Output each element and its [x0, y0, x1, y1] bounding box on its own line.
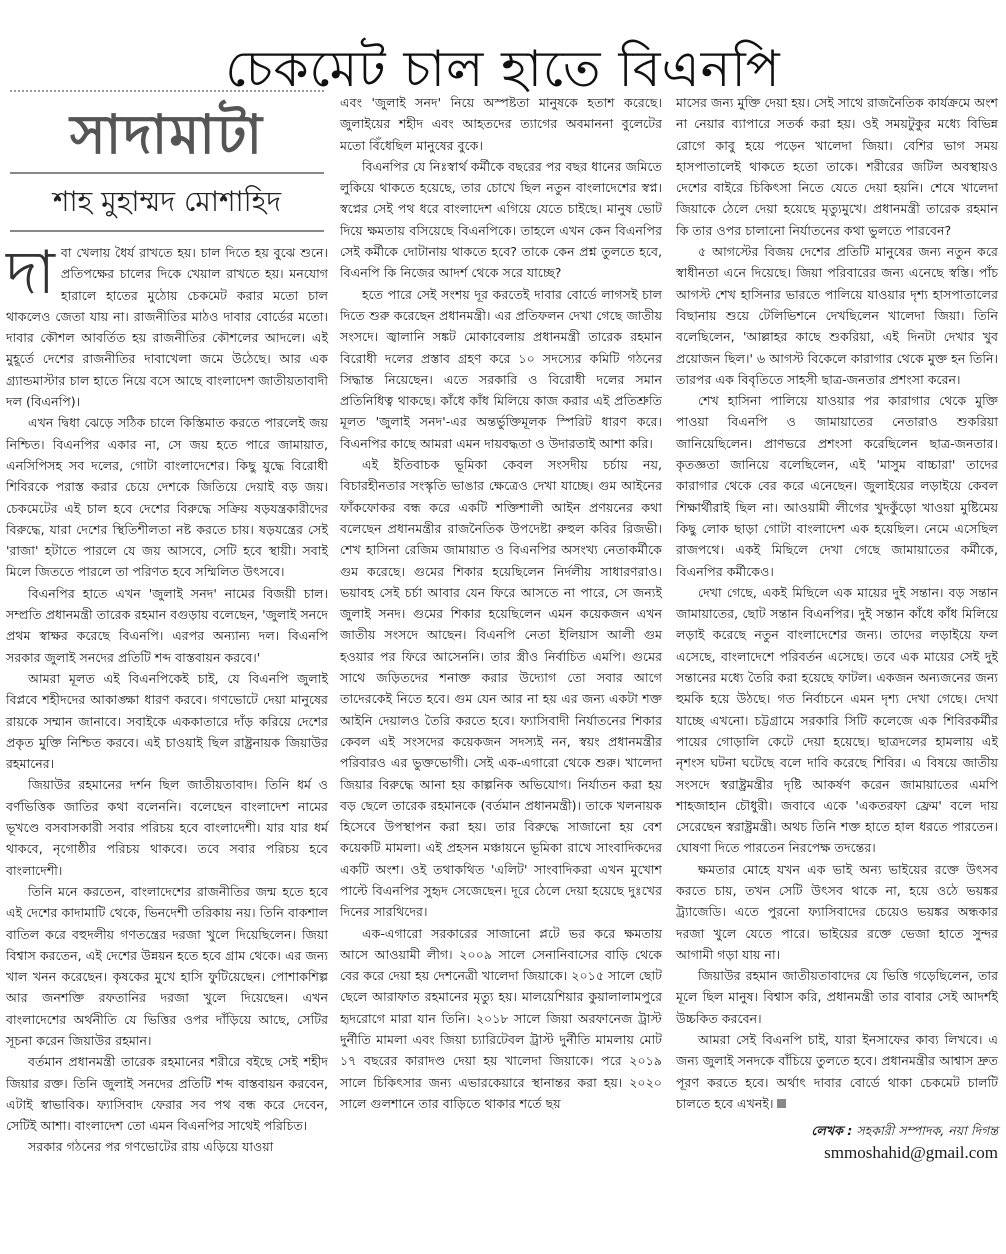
paragraph: এই ইতিবাচক ভূমিকা কেবল সংসদীয় চর্চায় নয়, বিচারহীনতার সংস্কৃতি ভাঙার ক্ষেত্রেও দেখা যাচ্ছে। গুম আইনের ফাঁকফোকর বন্ধ করে একটি শক্তিশালী আইন প্রণয়নের কথা বলেছেন প্রধানমন্ত্রীর রাজনৈতিক উপদেষ্টা রুহুল কবির রিজভী। শেখ হাসিনা রেজিম জামায়াত ও বিএনপির অসংখ্য নেতাকর্মীকে গুম করেছে। গুমের শিকার হয়েছিলেন নির্দলীয় সাধারণরাও। ভয়াবহ সেই চর্চা আবার যেন ফিরে আসতে না পারে, সে জন্যই জুলাই সনদ। গুমের শিকার হয়েছিলেন এমন কয়েকজন এখন জাতীয় সংসদে আছেন। বিএনপি নেতা ইলিয়াস আলী গুম হওয়ার পর ফিরে আসেননি। তার স্ত্রীও নির্বাচিত এমপি। গুমের সাথে জড়িতদের শনাক্ত করার উদ্যোগ তো সবার আগে তাদেরকেই নিতে হবে। গুম যেন আর না হয় এর জন্য একটা শক্ত আইনি দেয়ালও তৈরি করতে হবে। ফ্যাসিবাদী নির্যাতনের শিকার কেবল এই সংসদের কয়েকজন সদস্যই নন, স্বয়ং প্রধানমন্ত্রীর পরিবারও এর ভুক্তভোগী। সেই এক-এগারো থেকে শুরু। খালেদা জিয়ার বিরুদ্ধে আনা হয় কাল্পনিক অভিযোগ। নির্যাতন করা হয় বড় ছেলে তারেক রহমানকে (বর্তমান প্রধানমন্ত্রী)। তাকে খলনায়ক হিসেবে উপস্থাপন করা হয়। তার বিরুদ্ধে সাজানো হয় বেশ কয়েকটি মামলা। এই প্রহসন মঞ্চায়নে ভূমিকা রাখে সাংবাদিকদের একটি অংশ। ওই তথাকথিত 'এলিট' সাংবাদিকরা এখন মুখোশ পাল্টে বিএনপির সুহৃদ সেজেছেন। দূরে ঠেলে দেয়া হয়েছে দুঃখের দিনের সারথিদের। — [340, 457, 662, 920]
credit-label: লেখক : — [811, 1123, 853, 1139]
paragraph: দেখা গেছে, একই মিছিলে এক মায়ের দুই সন্তান। বড় সন্তান জামায়াতের, ছোট সন্তান বিএনপির। দুই সন্তান কাঁধে কাঁধ মিলিয়ে লড়াই করেছে নতুন বাংলাদেশের জন্য। তাদের লড়াইয়ে ফল এসেছে, বাংলাদেশে পরিবর্তন এসেছে। তবে এক মায়ের সেই দুই সন্তানের মধ্যে তৈরি করা হয়েছে ফাটল। একজন অন্যজনের জন্য হুমকি হয়ে উঠছে। গত নির্বাচনে এমন দৃশ্য দেখা গেছে। দেখা যাচ্ছে এখনো। চট্টগ্রামে সরকারি সিটি কলেজে এক শিবিরকর্মীর পায়ের গোড়ালি কেটে দেয়া হয়েছে। ছাত্রদলের হামলায় এই নৃশংস ঘটনা ঘটেছে বলে দাবি করেছে শিবির। এ বিষয়ে জাতীয় সংসদে স্বরাষ্ট্রমন্ত্রীর দৃষ্টি আকর্ষণ করেন জামায়াতের এমপি শাহজাহান চৌধুরী। জবাবে একে 'একতরফা ফ্রেম' বলে দায় সেরেছেন স্বরাষ্ট্রমন্ত্রী। অথচ তিনি শক্ত হাতে হাল ধরতে পারতেন। ঘোষণা দিতে পারতেন নিরপেক্ষ তদন্তের। — [676, 584, 998, 856]
paragraph: বর্তমান প্রধানমন্ত্রী তারেক রহমানের শরীরে বইছে সেই শহীদ জিয়ার রক্ত। তিনি জুলাই সনদের প্রতিটি শব্দ বাস্তবায়ন করবেন, এটাই স্বাভাবিক। ফ্যাসিবাদ ফেরার সব পথ বন্ধ করে দেবেন, সেটিই আশা। বাংলাদেশ তো এমন বিএনপির সাথেই পরিচিত। — [6, 1054, 328, 1134]
paragraph: আমরা মূলত এই বিএনপিকেই চাই, যে বিএনপি জুলাই বিপ্লবে শহীদদের আকাঙ্ক্ষা ধারণ করবে। গণভোটে দেয়া মানুষের রায়কে সম্মান জানাবে। সবাইকে এককাতারে দাঁড় করিয়ে দেশের প্রকৃত মুক্তি নিশ্চিত করবে। এই চাওয়াই ছিল রাষ্ট্রনায়ক জিয়াউর রহমানের। — [6, 670, 328, 772]
author-email: smmoshahid@gmail.com — [824, 1142, 998, 1162]
paragraph: জিয়াউর রহমান জাতীয়তাবাদের যে ভিত্তি গড়েছিলেন, তার মূলে ছিল মানুষ। বিশ্বাস করি, প্রধানমন্ত্রী তার বাবার সেই আদর্শই উচ্চকিত করবেন। — [676, 968, 998, 1026]
divider — [10, 172, 324, 174]
article-column-1 — [6, 90, 328, 1158]
paragraph: মাসের জন্য মুক্তি দেয়া হয়। সেই সাথে রাজনৈতিক কার্যক্রমে অংশ না নেয়ার ব্যাপারে সতর্ক করা হয়। ওই সময়টুকুর মধ্যে বিভিন্ন রোগে কাবু হয়ে পড়েন খালেদা জিয়া। বেশির ভাগ সময় হাসপাতালেই থাকতে হতো তাকে। শরীরের জটিল অবস্থায়ও দেশের বাইরে চিকিৎসা নিতে যেতে দেয়া হয়নি। শেষে খালেদা জিয়াকে ঠেলে দেয়া হয়েছে মৃত্যুমুখে। প্রধানমন্ত্রী তারেক রহমান কি তার ওপর চালানো নির্যাতনের কথা ভুলতে পারবেন? — [676, 95, 998, 238]
headline: চেকমেট চাল হাতে বিএনপি — [225, 39, 781, 98]
paragraph: এখন দ্বিধা ঝেড়ে সঠিক চালে কিস্তিমাত করতে পারলেই জয় নিশ্চিত। বিএনপির একার না, সে জয় হতে পারে জামায়াত, এনসিপিসহ সব দলের, গোটা বাংলাদেশের। কিছু যুদ্ধে বিরোধী শিবিরকে পরাস্ত করার চেয়ে দেশকে জিতিয়ে দেয়াই বড় জয়। চেকমেটের এই চাল হবে দেশের বিরুদ্ধে সক্রিয় ষড়যন্ত্রকারীদের বিরুদ্ধে, যারা দেশের স্থিতিশীলতা নষ্ট করতে চায়। ষড়যন্ত্রের সেই 'রাজা' হটাতে পারলে যে জয় আসবে, সেটি হবে স্থায়ী। সবাই মিলে জিততে পারলে তা পরিণত হবে সম্মিলিত উৎসবে। — [6, 415, 328, 580]
paragraph: শেখ হাসিনা পালিয়ে যাওয়ার পর কারাগার থেকে মুক্তি পাওয়া বিএনপি ও জামায়াতের নেতারাও শুকরিয়া জানিয়েছিলেন। প্রাণভরে প্রশংসা করেছিলেন ছাত্র-জনতার। কৃতজ্ঞতা জানিয়ে বলেছিলেন, এই 'মাসুম বাচ্চারা' তাদের কারাগার থেকে বের করে এনেছেন। জুলাইয়ের লড়াইয়ে কেবল শিক্ষার্থীরাই ছিল না। আওয়ামী লীগের খুদকুঁড়ো খাওয়া মুষ্টিমেয় কিছু লোক ছাড়া গোটা বাংলাদেশ এক হয়েছিল। নেমে এসেছিল রাজপথে। একই মিছিলে দেখা গেছে জামায়াতের কর্মীকে, বিএনপির কর্মীকেও। — [676, 393, 998, 579]
article-column-2 — [340, 92, 662, 1114]
paragraph: সরকার গঠনের পর গণভোটের রায় এড়িয়ে যাওয়া — [28, 1139, 274, 1155]
paragraph — [676, 1029, 998, 1114]
divider — [10, 230, 324, 232]
paragraph: বিএনপির হাতে এখন 'জুলাই সনদ' নামের বিজয়ী চাল। সম্প্রতি প্রধানমন্ত্রী তারেক রহমান বগুড়ায় বলেছেন, 'জুলাই সনদে প্রথম স্বাক্ষর করেছে বিএনপি। এরপর অন্যান্য দল। বিএনপি সরকার জুলাই সনদের প্রতিটি শব্দ বাস্তবায়ন করবে।' — [6, 585, 328, 665]
paragraph — [6, 238, 328, 412]
dotted-divider — [10, 90, 324, 92]
paragraph: জিয়াউর রহমানের দর্শন ছিল জাতীয়তাবাদ। তিনি ধর্ম ও বর্ণভিত্তিক জাতির কথা বলেননি। বলেছেন বাংলাদেশ নামের ভূখণ্ডে বসবাসকারী সবার পরিচয় হবে বাংলাদেশী। যার যার ধর্ম থাকবে, নৃগোষ্ঠীর পরিচয় থাকবে। তবে সবার পরিচয় হবে বাংলাদেশী। — [6, 777, 328, 878]
paragraph: তিনি মনে করতেন, বাংলাদেশের রাজনীতির জন্ম হতে হবে এই দেশের কাদামাটি থেকে, ভিনদেশী তরিকায় নয়। তিনি বাকশাল বাতিল করে বহুদলীয় গণতন্ত্রের দরজা খুলে দিয়েছিলেন। জিয়া বিশ্বাস করতেন, এই দেশের উন্নয়ন হতে হবে গ্রাম থেকে। এর জন্য খাল খনন করেছেন। কৃষকের মুখে হাসি ফুটিয়েছেন। পোশাকশিল্প আর জনশক্তি রফতানির দরজা খুলে দিয়েছেন। এখন বাংলাদেশের অর্থনীতি যে ভিত্তির ওপর দাঁড়িয়ে আছে, সেটির সূচনা করেন জিয়াউর রহমান। — [6, 883, 328, 1048]
paragraph: ৫ আগস্টের বিজয় দেশের প্রতিটি মানুষের জন্য নতুন করে স্বাধীনতা এনে দিয়েছে। জিয়া পরিবারের জন্য এনেছে স্বস্তি। পাঁচ আগস্ট শেখ হাসিনার ভারতে পালিয়ে যাওয়ার দৃশ্য হাসপাতালের বিছানায় শুয়ে টেলিভিশনে দেখছিলেন খালেদা জিয়া। তিনি বলেছিলেন, 'আল্লাহর কাছে শুকরিয়া, এই দিনটা দেখার খুব প্রয়োজন ছিল।' ৬ আগস্ট বিকেলে কারাগার থেকে মুক্ত হন তিনি। তারপর এক বিবৃতিতে সাহসী ছাত্র-জনতার প্রশংসা করেন। — [676, 244, 998, 387]
paragraph: হতে পারে সেই সংশয় দূর করতেই দাবার বোর্ডে লাগসই চাল দিতে শুরু করেছেন প্রধানমন্ত্রী। এর প্রতিফলন দেখা গেছে জাতীয় সংসদে। জ্বালানি সঙ্কট মোকাবেলায় প্রধানমন্ত্রী তারেক রহমান বিরোধী দলের প্রস্তাব গ্রহণ করে ১০ সদস্যের কমিটি গঠনের সিদ্ধান্ত নিয়েছেন। এতে সরকারি ও বিরোধী দলের সমান প্রতিনিধিত্ব থাকছে। কাঁধে কাঁধ মিলিয়ে কাজ করার এই প্রতিশ্রুতি মূলত 'জুলাই সনদ'-এর অন্তর্ভুক্তিমূলক স্পিরিট ধারণ করে। বিএনপির কাছে আমরা এমন দায়বদ্ধতা ও উদারতাই আশা করি। — [340, 286, 662, 451]
end-mark-icon — [777, 1099, 786, 1108]
paragraph-text: বা খেলায় ধৈর্য রাখতে হয়। চাল দিতে হয় বুঝে শুনে। প্রতিপক্ষের চালের দিকে খেয়াল রাখতে হয়। মনযোগ হারালে হাতের মুঠোয় চেকমেট করার মতো চাল থাকলেও জেতা যায় না। রাজনীতির মাঠও দাবার বোর্ডের মতো। দাবার কৌশল আবর্তিত হয় রাজনীতির কৌশলের আদলে। এই মুহূর্তে দেশের রাজনীতির দাবাখেলা জমে উঠেছে। আর এক গ্র্যান্ডমাস্টার চাল হাতে নিয়ে বসে আছে বাংলাদেশ জাতীয়তাবাদী দল (বিএনপি)। — [6, 245, 328, 410]
paragraph: ক্ষমতার মোহে যখন এক ভাই অন্য ভাইয়ের রক্তে উৎসব করতে চায়, তখন সেটি উৎসব থাকে না, হয়ে ওঠে ভয়ঙ্কর ট্র্যাজেডি। এতে পুরনো ফ্যাসিবাদের চেয়েও ভয়ঙ্কর অন্ধকার দরজা খুলে যেতে পারে। ভাইয়ের রক্তে ভেজা হাতে সুন্দর আগামী গড়া যায় না। — [676, 861, 998, 962]
paragraph: বিএনপির যে নিঃস্বার্থ কর্মীকে বছরের পর বছর ধানের জমিতে লুকিয়ে থাকতে হয়েছে, তার চোখে ছিল নতুন বাংলাদেশের স্বপ্ন। স্বপ্নের সেই পথ ধরে বাংলাদেশ এগিয়ে যেতে চাইছে। মানুষ ভোট দিয়ে ক্ষমতায় বসিয়েছে বিএনপিকে। তাহলে এখন কেন বিএনপির সেই কর্মীকে দোটানায় থাকতে হবে? তাকে কেন প্রশ্ন তুলতে হবে, বিএনপি কি নিজের আদর্শ থেকে সরে যাচ্ছে? — [340, 158, 662, 281]
paragraph: এবং 'জুলাই সনদ' নিয়ে অস্পষ্টতা মানুষকে হতাশ করেছে। জুলাইয়ের শহীদ এবং আহতদের ত্যাগের অবমাননা বুলেটের মতো বিঁধেছিল মানুষের বুকে। — [340, 95, 662, 153]
author-credit — [676, 1120, 998, 1141]
author-designation: সহকারী সম্পাদক, নয়া দিগন্ত — [856, 1123, 998, 1139]
drop-cap: দা — [6, 238, 55, 308]
paragraph: এক-এগারো সরকারের সাজানো প্লটে ভর করে ক্ষমতায় আসে আওয়ামী লীগ। ২০০৯ সালে সেনানিবাসের বাড়ি থেকে বের করে দেয়া হয় দেশনেত্রী খালেদা জিয়াকে। ২০১৫ সালে ছোট ছেলে আরাফাত রহমানের মৃত্যু হয়। মালয়েশিয়ার কুয়ালালামপুরে হৃদরোগে মারা যান তিনি। ২০১৮ সালে জিয়া অরফানেজ ট্রাস্ট দুর্নীতি মামলা এবং জিয়া চ্যারিটেবল ট্রাস্ট দুর্নীতি মামলায় মোট ১৭ বছরের কারাদণ্ড দেয়া হয় খালেদা জিয়াকে। পরে ২০১৯ সালে চিকিৎসার জন্য এভারকেয়ারে স্থানান্তর করা হয়। ২০২০ সালে গুলশানে তার বাড়িতে থাকার শর্তে ছয় — [340, 925, 662, 1111]
paragraph-text: আমরা সেই বিএনপি চাই, যারা ইনসাফের কাব্য লিখবে। এ জন্য জুলাই সনদকে বাঁচিয়ে তুলতে হবে। প্রধানমন্ত্রীর আশ্বাস দ্রুত পূরণ করতে হবে। অর্থাৎ দাবার বোর্ডে থাকা চেকমেট চালটি চালতে হবে এখনই। — [676, 1032, 998, 1111]
article-column-3 — [676, 92, 998, 1164]
author-byline: শাহ মুহাম্মদ মোশাহিদ — [52, 185, 282, 218]
column-section-title: সাদামাটা — [69, 103, 265, 166]
